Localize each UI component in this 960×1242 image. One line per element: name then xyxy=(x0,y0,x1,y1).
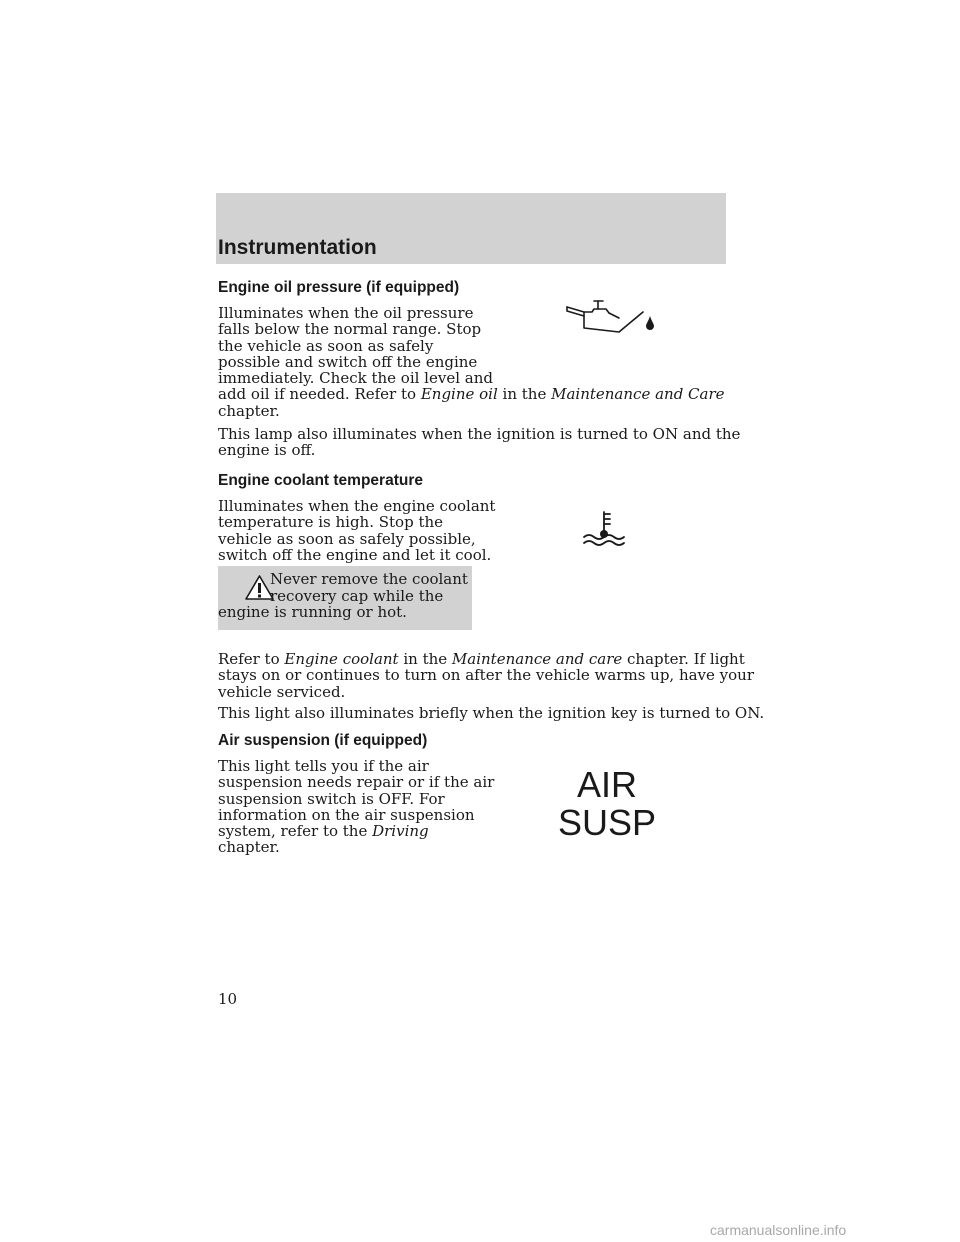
maintenance-care-reference: Maintenance and Care xyxy=(551,385,725,404)
coolant-refer-line-2: stays on or continues to turn on after the vehicle warms up, have your xyxy=(218,666,755,685)
oil-lamp-note xyxy=(218,426,740,459)
oil-line-3: the vehicle as soon as safely xyxy=(218,336,434,355)
page-number: 10 xyxy=(218,990,238,1008)
coolant-refer-c: chapter. If light xyxy=(622,650,745,668)
coolant-line-1: Illuminates when the engine coolant xyxy=(218,497,496,515)
warning-line-2: recovery cap while the xyxy=(270,587,444,605)
air-susp-indicator xyxy=(552,766,662,842)
air-line-3: suspension switch is OFF. For xyxy=(218,789,445,808)
oil-line-2: falls below the normal range. Stop xyxy=(218,320,482,339)
oil-lamp-note-1: This lamp also illuminates when the ignition is turned to ON and the xyxy=(218,425,741,443)
oil-line-5: immediately. Check the oil level and xyxy=(218,369,493,388)
page-title: Instrumentation xyxy=(218,236,377,259)
coolant-refer-line-3: vehicle serviced. xyxy=(218,682,346,701)
watermark: carmanualsonline.info xyxy=(710,1222,847,1238)
air-suspension-heading: Air suspension (if equipped) xyxy=(218,732,428,749)
coolant-refer-paragraph xyxy=(218,651,754,700)
oil-line-6b: in the xyxy=(497,385,552,404)
oil-line-1: Illuminates when the oil pressure xyxy=(218,304,474,322)
coolant-refer-a: Refer to xyxy=(218,650,285,668)
air-line-5a: system, refer to the xyxy=(218,822,373,841)
coolant-refer-b: in the xyxy=(398,650,452,668)
coolant-description xyxy=(218,498,495,563)
air-suspension-description xyxy=(218,758,494,856)
warning-line-3: engine is running or hot. xyxy=(218,603,407,621)
coolant-temperature-icon xyxy=(582,510,626,548)
maintenance-and-care-reference: Maintenance and care xyxy=(451,650,623,668)
oil-can-icon xyxy=(565,298,660,342)
air-susp-line-1: AIR xyxy=(576,764,637,805)
coolant-line-2: temperature is high. Stop the xyxy=(218,513,444,532)
coolant-brief-note: This light also illuminates briefly when the ignition key is turned to ON. xyxy=(218,704,765,722)
air-line-6: chapter. xyxy=(218,838,280,857)
coolant-temperature-heading: Engine coolant temperature xyxy=(218,472,423,489)
oil-lamp-note-2: engine is off. xyxy=(218,441,316,460)
coolant-line-3: vehicle as soon as safely possible, xyxy=(218,529,476,548)
oil-line-6a: add oil if needed. Refer to xyxy=(218,385,421,404)
coolant-line-4: switch off the engine and let it cool. xyxy=(218,545,492,564)
coolant-warning-box xyxy=(218,566,472,630)
driving-reference: Driving xyxy=(372,822,429,841)
warning-line-1: Never remove the coolant xyxy=(270,570,468,588)
oil-line-7: chapter. xyxy=(218,401,280,420)
engine-coolant-reference: Engine coolant xyxy=(284,650,399,668)
air-line-4: information on the air suspension xyxy=(218,805,475,824)
oil-pressure-heading: Engine oil pressure (if equipped) xyxy=(218,279,460,296)
air-line-1: This light tells you if the air xyxy=(218,757,429,775)
air-line-2: suspension needs repair or if the air xyxy=(218,773,495,792)
air-susp-line-2: SUSP xyxy=(557,802,657,843)
oil-line-4: possible and switch off the engine xyxy=(218,352,478,371)
engine-oil-reference: Engine oil xyxy=(420,385,498,404)
